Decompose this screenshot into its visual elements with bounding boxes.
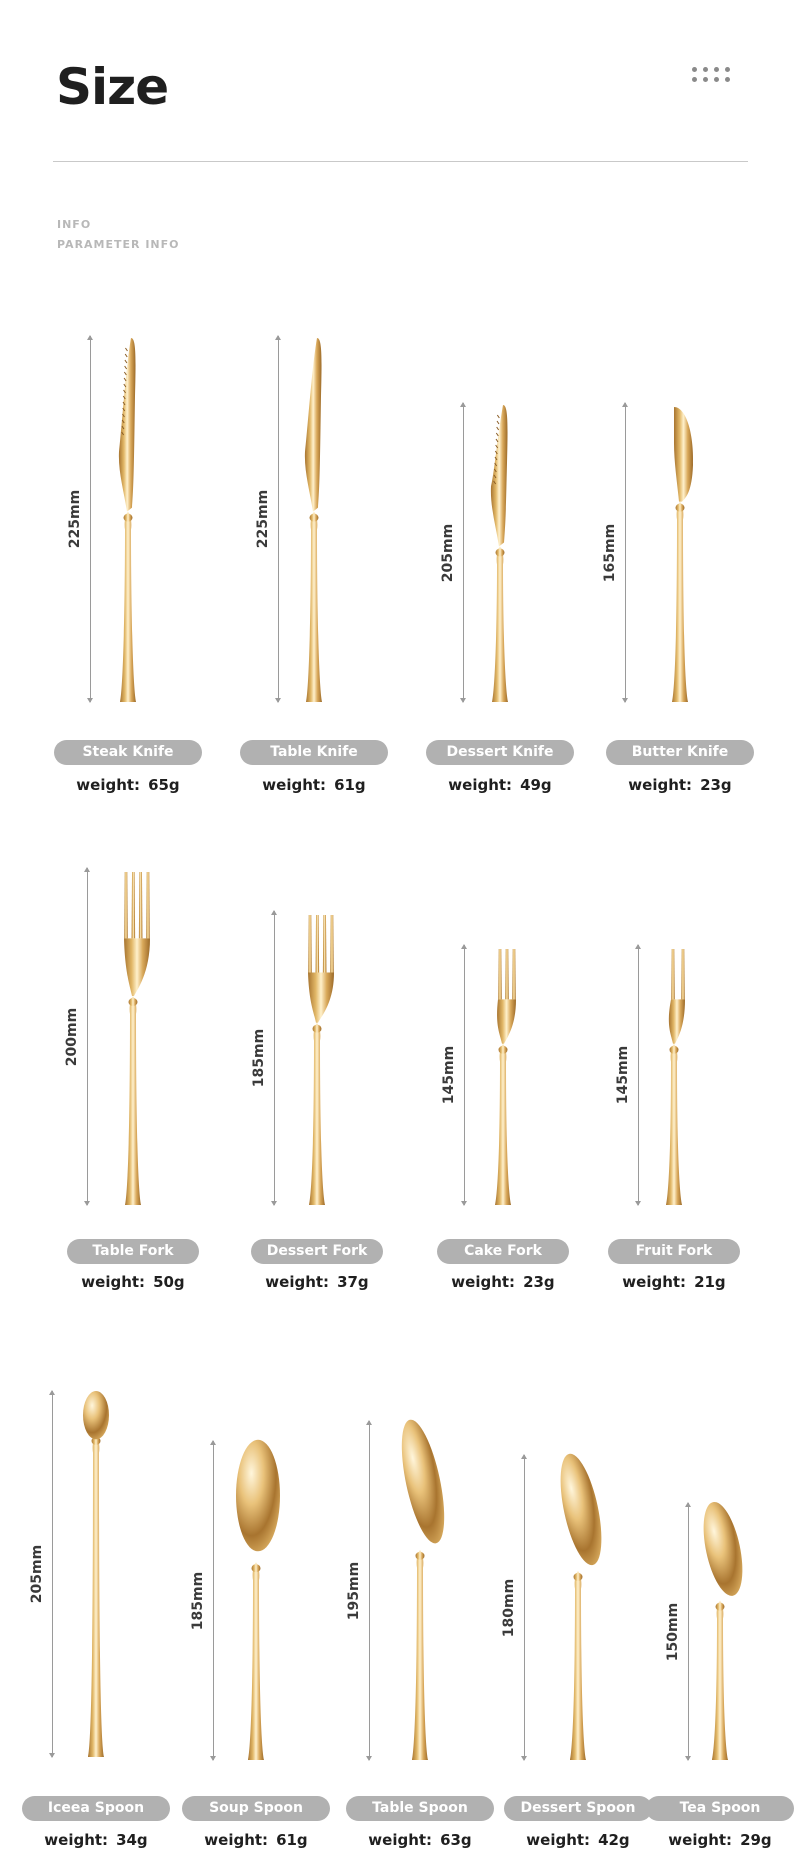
- dimension-line: [87, 868, 88, 1205]
- length-label: 150mm: [665, 1602, 681, 1661]
- weight-row: [26, 1830, 166, 1850]
- weight-prefix: weight:: [204, 1831, 269, 1849]
- product-name-badge: Table Fork: [67, 1239, 199, 1264]
- dimension-line: [369, 1421, 370, 1760]
- dots-menu-icon[interactable]: [692, 67, 732, 85]
- weight-row: [58, 775, 198, 795]
- weight-prefix: weight:: [628, 776, 693, 794]
- dimension-line: [278, 336, 279, 702]
- product-name-badge: Dessert Knife: [426, 740, 574, 765]
- product-name-badge: Iceea Spoon: [22, 1796, 170, 1821]
- table-fork-image: [103, 868, 163, 1205]
- length-label: 145mm: [441, 1045, 457, 1105]
- weight-value: 61g: [334, 776, 366, 794]
- weight-row: [244, 775, 384, 795]
- weight-row: [430, 775, 570, 795]
- weight-prefix: weight:: [44, 1831, 109, 1849]
- parameter-info-label: PARAMETER INFO: [57, 238, 180, 251]
- weight-value: 23g: [700, 776, 732, 794]
- length-label: 225mm: [67, 489, 83, 549]
- weight-prefix: weight:: [76, 776, 141, 794]
- table-spoon-image: [390, 1421, 450, 1760]
- info-label: INFO: [57, 218, 92, 231]
- length-label: 185mm: [251, 1028, 267, 1088]
- weight-value: 29g: [740, 1831, 772, 1849]
- weight-row: [508, 1830, 648, 1850]
- product-name-badge: Steak Knife: [54, 740, 202, 765]
- weight-value: 49g: [520, 776, 552, 794]
- length-label: 205mm: [440, 523, 456, 582]
- length-label: 165mm: [602, 523, 618, 582]
- weight-row: [63, 1272, 203, 1292]
- fruit-fork-image: [644, 945, 704, 1205]
- weight-prefix: weight:: [81, 1273, 146, 1291]
- weight-prefix: weight:: [262, 776, 327, 794]
- weight-prefix: weight:: [622, 1273, 687, 1291]
- page-title: Size: [56, 58, 169, 116]
- weight-prefix: weight:: [265, 1273, 330, 1291]
- weight-row: [247, 1272, 387, 1292]
- weight-value: 34g: [116, 1831, 148, 1849]
- weight-row: [433, 1272, 573, 1292]
- butter-knife-image: [650, 403, 710, 702]
- dimension-line: [524, 1455, 525, 1760]
- weight-prefix: weight:: [368, 1831, 433, 1849]
- length-label: 200mm: [64, 1007, 80, 1066]
- product-name-badge: Tea Spoon: [646, 1796, 794, 1821]
- product-name-badge: Dessert Spoon: [504, 1796, 652, 1821]
- dessert-knife-image: [470, 403, 530, 702]
- dessert-spoon-image: [548, 1455, 608, 1760]
- length-label: 180mm: [501, 1578, 517, 1637]
- weight-row: [604, 1272, 744, 1292]
- weight-row: [610, 775, 750, 795]
- header-divider: [53, 161, 748, 162]
- product-name-badge: Dessert Fork: [251, 1239, 383, 1264]
- product-name-badge: Cake Fork: [437, 1239, 569, 1264]
- weight-prefix: weight:: [448, 776, 513, 794]
- length-label: 205mm: [29, 1544, 45, 1604]
- cake-fork-image: [473, 945, 533, 1205]
- dimension-line: [464, 945, 465, 1205]
- steak-knife-image: [98, 336, 158, 702]
- dimension-line: [625, 403, 626, 702]
- table-knife-image: [284, 336, 344, 702]
- weight-value: 42g: [598, 1831, 630, 1849]
- length-label: 225mm: [255, 489, 271, 549]
- weight-value: 65g: [148, 776, 180, 794]
- dimension-line: [52, 1391, 53, 1757]
- dimension-line: [274, 911, 275, 1205]
- weight-value: 61g: [276, 1831, 308, 1849]
- length-label: 145mm: [615, 1045, 631, 1105]
- length-label: 195mm: [346, 1561, 362, 1620]
- product-name-badge: Table Knife: [240, 740, 388, 765]
- iceea-spoon-image: [66, 1391, 126, 1757]
- weight-value: 23g: [523, 1273, 555, 1291]
- product-name-badge: Table Spoon: [346, 1796, 494, 1821]
- length-label: 185mm: [190, 1571, 206, 1630]
- tea-spoon-image: [690, 1503, 750, 1760]
- dimension-line: [638, 945, 639, 1205]
- weight-row: [650, 1830, 790, 1850]
- weight-prefix: weight:: [526, 1831, 591, 1849]
- dimension-line: [90, 336, 91, 702]
- weight-value: 50g: [153, 1273, 185, 1291]
- product-name-badge: Soup Spoon: [182, 1796, 330, 1821]
- dessert-fork-image: [287, 911, 347, 1205]
- weight-row: [186, 1830, 326, 1850]
- product-name-badge: Fruit Fork: [608, 1239, 740, 1264]
- weight-value: 21g: [694, 1273, 726, 1291]
- product-name-badge: Butter Knife: [606, 740, 754, 765]
- dimension-line: [688, 1503, 689, 1760]
- weight-row: [350, 1830, 490, 1850]
- weight-value: 63g: [440, 1831, 472, 1849]
- soup-spoon-image: [226, 1441, 286, 1760]
- weight-prefix: weight:: [451, 1273, 516, 1291]
- weight-prefix: weight:: [668, 1831, 733, 1849]
- dimension-line: [463, 403, 464, 702]
- weight-value: 37g: [337, 1273, 369, 1291]
- dimension-line: [213, 1441, 214, 1760]
